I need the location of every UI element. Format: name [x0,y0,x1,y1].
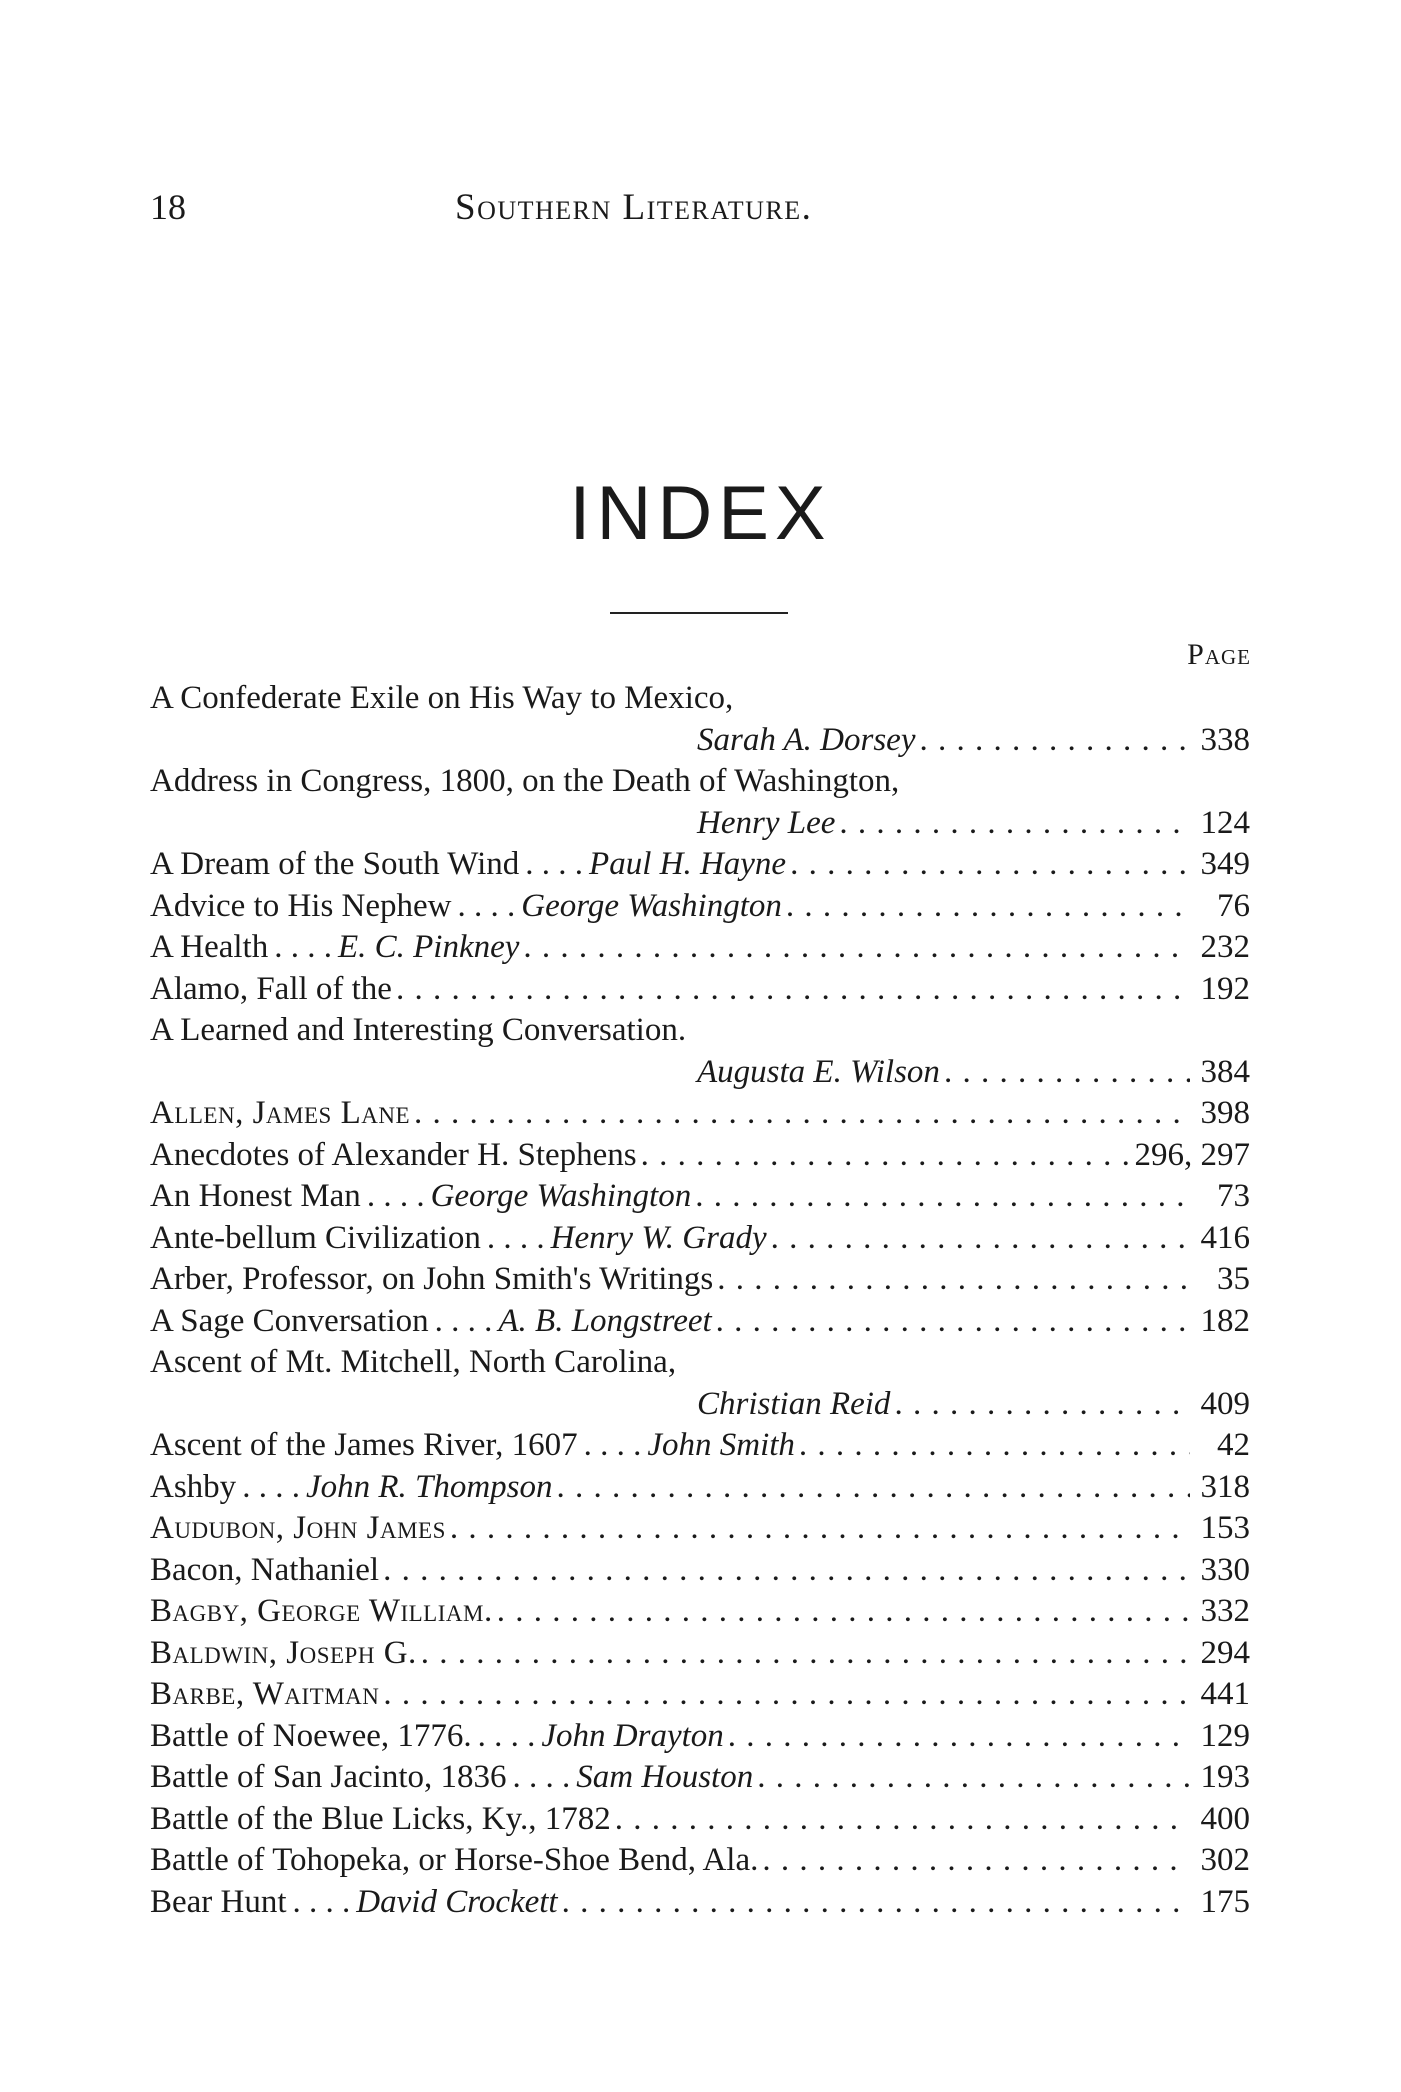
index-title: INDEX [569,471,832,556]
entry-title: Baldwin, Joseph G. [150,1634,417,1671]
dot-leader [429,1301,499,1343]
index-entry-line [150,678,1250,720]
index-entry [150,1674,1250,1716]
entry-title: Ascent of the James River, 1607 [150,1427,578,1463]
index-entry [150,1093,1250,1135]
dot-leader [786,844,1190,886]
page-column-label: Page [1187,638,1251,671]
index-entry [150,1799,1250,1841]
entry-title: Alamo, Fall of the [150,970,392,1007]
index-entry [150,1508,1250,1550]
dot-leader [713,1259,1190,1301]
entry-page: 153 [1200,1510,1250,1546]
index-entry-line [150,761,1250,803]
entry-page: 409 [1200,1385,1250,1422]
entry-title: A Learned and Interesting Conversation. [150,1012,687,1048]
entry-author: George Washington [521,887,782,924]
entry-author: John Smith [647,1427,795,1463]
page-number: 18 [150,187,186,227]
dot-leader [452,886,522,928]
entry-author: A. B. Longstreet [498,1302,712,1339]
index-entry [150,886,1250,928]
entry-title: A Sage Conversation [150,1302,429,1339]
running-title: Southern Literature. [455,187,813,228]
dot-leader [379,1674,1190,1716]
dot-leader [287,1882,357,1924]
entry-page: 318 [1200,1468,1250,1505]
entry-author: Henry W. Grady [550,1219,767,1256]
entry-page: 332 [1200,1593,1250,1629]
entry-author: Augusta E. Wilson [697,1053,940,1090]
entry-title: Battle of Tohopeka, or Horse-Shoe Bend, Ala. [150,1842,759,1878]
entry-page: 398 [1200,1095,1250,1131]
entry-page: 73 [1217,1178,1250,1214]
entry-page: 296, 297 [1134,1136,1250,1173]
entry-page: 193 [1200,1759,1250,1795]
index-entry [150,1840,1250,1882]
entry-title: Bagby, George William. [150,1593,493,1629]
index-entry [150,1218,1250,1260]
dot-leader [724,1716,1190,1758]
entry-author: John R. Thompson [305,1468,553,1505]
entry-title: Bear Hunt [150,1883,287,1920]
index-entry [150,927,1250,969]
entry-author: John Drayton [541,1717,724,1754]
dot-leader [507,1757,577,1799]
running-head [150,186,1240,236]
dot-leader [392,969,1190,1011]
entry-page: 338 [1200,721,1250,758]
entry-title: Battle of the Blue Licks, Ky., 1782 [150,1800,611,1837]
dot-leader [753,1757,1190,1799]
index-entry [150,844,1250,886]
entry-title: A Health [150,929,269,965]
dot-leader [758,1840,1190,1882]
entry-author: David Crockett [356,1883,558,1920]
index-entry [150,1591,1250,1633]
entry-title: Arber, Professor, on John Smith's Writings [150,1261,714,1297]
entry-author: Sarah A. Dorsey [697,721,916,758]
index-entry [150,1301,1250,1343]
entry-page: 330 [1200,1551,1250,1588]
index-entry-line [150,1342,1250,1384]
dot-leader [795,1425,1190,1467]
entry-page: 124 [1200,804,1250,841]
index-entry [150,1757,1250,1799]
entry-title: Ashby [150,1468,237,1505]
dot-leader [472,1716,542,1758]
dot-leader [417,1633,1190,1675]
index-entry [150,1882,1250,1924]
entry-title: Barbe, Waitman [150,1676,380,1712]
entry-page: 42 [1217,1427,1250,1463]
index-entry [150,1176,1250,1218]
entry-author: Paul H. Hayne [589,846,787,882]
entry-page: 232 [1200,929,1250,965]
dot-leader [268,927,338,969]
index-entry [150,1467,1250,1509]
index-entry-line [150,1384,1250,1426]
dot-leader [890,1384,1190,1426]
dot-leader [767,1218,1190,1260]
entry-page: 416 [1200,1219,1250,1256]
entry-title: Anecdotes of Alexander H. Stephens [150,1136,637,1173]
dot-leader [519,844,589,886]
dot-leader [481,1218,551,1260]
entry-title: Ascent of Mt. Mitchell, North Carolina, [150,1344,677,1380]
entry-title: Allen, James Lane [150,1095,411,1131]
dot-leader [410,1093,1190,1135]
entry-page: 192 [1200,970,1250,1007]
entry-title: Audubon, John James [150,1510,446,1546]
index-entries [150,678,1250,1923]
entry-title: A Confederate Exile on His Way to Mexico, [150,680,734,716]
entry-author: George Washington [430,1178,692,1214]
entry-page: 302 [1200,1842,1250,1878]
dot-leader [578,1425,648,1467]
entry-author: Christian Reid [697,1385,891,1422]
entry-page: 349 [1200,846,1250,882]
entry-title: An Honest Man [150,1178,361,1214]
dot-leader [493,1591,1190,1633]
entry-page: 400 [1200,1800,1250,1837]
dot-leader [915,720,1190,762]
entry-page: 129 [1200,1717,1250,1754]
entry-page: 182 [1200,1302,1250,1339]
entry-page: 175 [1200,1883,1250,1920]
entry-title: Battle of Noewee, 1776. [150,1717,472,1754]
entry-page: 35 [1217,1261,1250,1297]
index-entry [150,1259,1250,1301]
dot-leader [611,1799,1190,1841]
dot-leader [835,803,1190,845]
entry-page: 294 [1200,1634,1250,1671]
title-rule [610,612,788,614]
entry-page: 384 [1200,1053,1250,1090]
entry-title: Bacon, Nathaniel [150,1551,380,1588]
dot-leader [553,1467,1190,1509]
index-entry-line [150,720,1250,762]
entry-author: Henry Lee [697,804,836,841]
index-entry-line [150,1010,1250,1052]
dot-leader [712,1301,1190,1343]
dot-leader [236,1467,306,1509]
entry-title: Ante-bellum Civilization [150,1219,481,1256]
entry-author: E. C. Pinkney [337,929,520,965]
dot-leader [782,886,1190,928]
index-entry [150,1550,1250,1592]
dot-leader [519,927,1190,969]
entry-author: Sam Houston [576,1759,754,1795]
dot-leader [446,1508,1190,1550]
index-entry [150,1716,1250,1758]
index-entry [150,1425,1250,1467]
index-entry-line [150,803,1250,845]
dot-leader [637,1135,1135,1177]
entry-page: 76 [1217,887,1250,924]
dot-leader [379,1550,1190,1592]
entry-title: Battle of San Jacinto, 1836 [150,1759,507,1795]
index-entry-line [150,1052,1250,1094]
dot-leader [361,1176,431,1218]
index-entry [150,969,1250,1011]
index-entry [150,1135,1250,1177]
dot-leader [558,1882,1190,1924]
entry-title: Address in Congress, 1800, on the Death of Washington, [150,763,900,799]
entry-title: Advice to His Nephew [150,887,452,924]
dot-leader [691,1176,1190,1218]
entry-title: A Dream of the South Wind [150,846,520,882]
entry-page: 441 [1200,1676,1250,1712]
dot-leader [940,1052,1190,1094]
index-entry [150,1633,1250,1675]
